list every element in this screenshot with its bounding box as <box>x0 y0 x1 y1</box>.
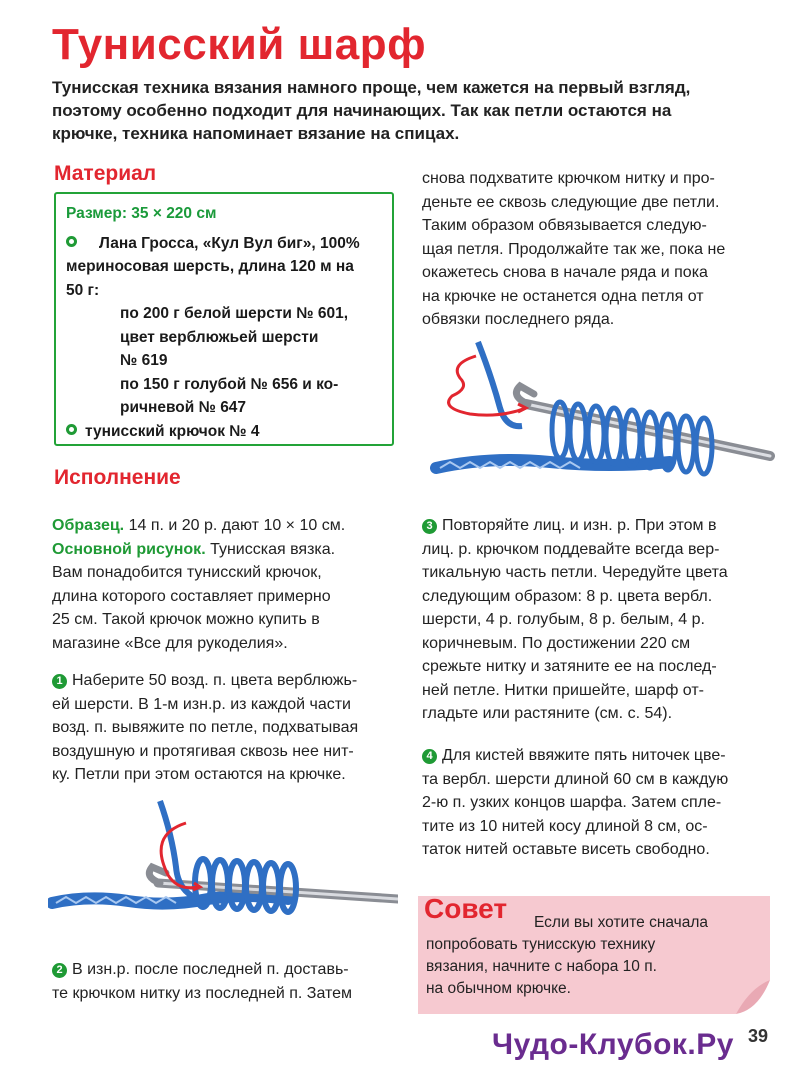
step1-text: Наберите 50 возд. п. цвета верблюжь- <box>72 672 358 689</box>
intro-line: крючке, техника напоминает вязание на спицах. <box>52 124 460 143</box>
yarn-line: 50 г: <box>66 281 100 299</box>
size-info: Размер: 35 × 220 см <box>66 205 217 222</box>
yarn-line: мериносовая шерсть, длина 120 м на <box>66 258 354 275</box>
step3-line: гладьте или растяните (см. с. 54). <box>422 705 673 722</box>
step3-line: ней петле. Нитки пришейте, шарф от- <box>422 681 705 699</box>
intro-paragraph <box>52 76 772 145</box>
tip-text <box>426 912 746 1000</box>
step1-line: ей шерсти. В 1-м изн.р. из каждой части <box>52 695 351 713</box>
step3-line: срежьте нитку и затяните ее на послед- <box>422 658 717 675</box>
intro-line: Тунисская техника вязания намного проще, чем кажется на первый взгляд, <box>52 78 691 97</box>
continuation-line: обвязки последнего ряда. <box>422 311 615 328</box>
continuation-text <box>422 167 772 332</box>
intro-line: поэтому особенно подходит для начинающих. Так как петли остаются на <box>52 101 672 120</box>
color-line: по 150 г голубой № 656 и ко- <box>120 375 339 393</box>
pattern-text: Тунисская вязка. <box>205 540 336 558</box>
step4-line: тите из 10 нитей косу длиной 8 см, ос- <box>422 817 708 835</box>
pattern-line: Вам понадобится тунисский крючок, <box>52 564 322 581</box>
step3-line: шерсти, 4 р. голубым, 8 р. белым, 4 р. <box>422 611 705 628</box>
pattern-label: Основной рисунок. <box>52 540 206 558</box>
bullet-icon <box>66 236 77 247</box>
step2-line <box>52 958 396 982</box>
yarn-item <box>66 232 382 256</box>
yarn-line: Лана Гросса, «Кул Вул биг», 100% <box>99 234 360 252</box>
continuation-line: Таким образом обвязывается следую- <box>422 217 707 234</box>
step3-text <box>422 514 772 726</box>
sample-label: Образец. <box>52 517 125 534</box>
spacer <box>52 655 396 669</box>
material-box <box>54 192 394 446</box>
step-number-badge: 1 <box>52 674 67 689</box>
continuation-line: окажетесь снова в начале ряда и пока <box>422 264 708 281</box>
step3-text-1: Повторяйте лиц. и изн. р. При этом в <box>442 517 717 534</box>
hook-line: тунисский крючок № 4 <box>85 422 260 440</box>
continuation-line: снова подхватите крючком нитку и про- <box>422 170 715 187</box>
pattern-line: магазине «Все для рукоделия». <box>52 634 288 652</box>
continuation-line: деньте ее сквозь следующие две петли. <box>422 193 720 211</box>
bullet-icon <box>66 424 77 435</box>
step4-text-1: Для кистей ввяжите пять ниточек цве- <box>442 747 726 764</box>
tip-heading: Совет <box>424 893 508 924</box>
color-line: по 200 г белой шерсти № 601, <box>120 305 349 322</box>
tip-line: на обычном крючке. <box>426 980 571 997</box>
pattern-line <box>52 538 396 562</box>
tip-line: Если вы хотите сначала <box>534 914 709 931</box>
step-number-badge: 2 <box>52 963 67 978</box>
sample-line <box>52 514 396 538</box>
step1-line <box>52 669 396 693</box>
color-line: ричневой № 647 <box>120 399 247 416</box>
step3-line: следующим образом: 8 р. цвета вербл. <box>422 587 713 605</box>
hook-illustration-1 <box>48 795 398 925</box>
page-number: 39 <box>748 1026 769 1046</box>
material-heading: Материал <box>54 162 157 185</box>
step2-text <box>52 958 396 1005</box>
tip-line: попробовать тунисскую технику <box>426 936 656 953</box>
step1-line: воздушную и протягивая сквозь нее нит- <box>52 742 354 760</box>
step-number-badge: 4 <box>422 749 437 764</box>
step2-text-1: В изн.р. после последней п. доставь- <box>72 961 349 978</box>
hook-item <box>66 420 382 444</box>
hook-illustration-2 <box>430 338 775 488</box>
page-title: Тунисский шарф <box>52 20 427 69</box>
continuation-line: на крючке не останется одна петля от <box>422 287 704 305</box>
step4-line: та вербл. шерсти длиной 60 см в каждую <box>422 770 729 788</box>
step3-line: тикальную часть петли. Чередуйте цвета <box>422 564 728 581</box>
execution-heading: Исполнение <box>54 466 181 489</box>
step3-line: лиц. р. крючком поддевайте всегда вер- <box>422 540 720 558</box>
step3-line: коричневым. По достижении 220 см <box>422 634 691 652</box>
color-line: № 619 <box>120 352 168 369</box>
step4-text <box>422 744 772 862</box>
step-number-badge: 3 <box>422 519 437 534</box>
step4-line <box>422 744 772 768</box>
execution-text <box>52 514 396 787</box>
loops-icon <box>195 859 296 912</box>
tip-line: вязания, начните с набора 10 п. <box>426 958 657 975</box>
continuation-line: щая петля. Продолжайте так же, пока не <box>422 240 726 258</box>
step3-line <box>422 514 772 538</box>
color-line: цвет верблюжьей шерсти <box>120 328 319 346</box>
sample-text: 14 п. и 20 р. дают 10 × 10 см. <box>124 517 346 534</box>
pattern-line: 25 см. Такой крючок можно купить в <box>52 611 320 628</box>
step2-line: те крючком нитку из последней п. Затем <box>52 984 353 1002</box>
yarn-chain-icon <box>52 896 288 904</box>
site-watermark: Чудо-Клубок.Ру <box>492 1028 734 1061</box>
step4-line: 2-ю п. узких концов шарфа. Затем спле- <box>422 794 722 811</box>
step1-line: ку. Петли при этом остаются на крючке. <box>52 766 346 783</box>
step4-line: таток нитей оставьте висеть свободно. <box>422 841 710 858</box>
step1-line: возд. п. вывяжите по петле, подхватывая <box>52 719 359 736</box>
pattern-line: длина которого составляет примерно <box>52 587 331 605</box>
